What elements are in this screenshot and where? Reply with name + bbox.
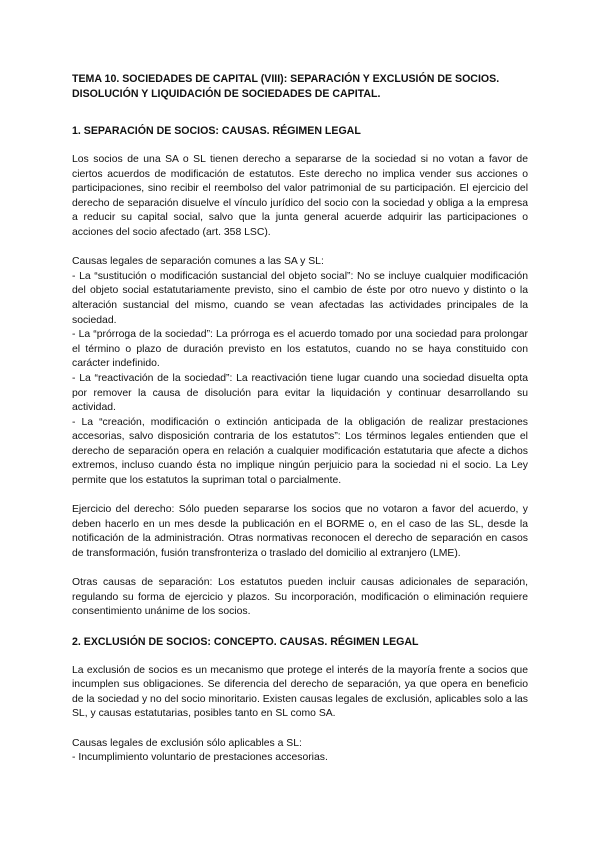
list-item: - La “prórroga de la sociedad”: La prórroga es el acuerdo tomado por una sociedad para prolongar el término o plazo de duración previsto en los estatutos, cuando no se haya constituido con carácter indefinido. <box>72 329 528 370</box>
list-item: - La “creación, modificación o extinción anticipada de la obligación de realizar prestaciones accesorias, salvo disposición contraria de los estatutos”: Los términos legales entienden que el derecho de separación opera en relación a cualquier modificación estatutaria que afecte a dichos extremos, incluso cuando ésta no implique ningún perjuicio para la sociedad ni el socio. La Ley permite que los estatutos la supriman total o parcialmente. <box>72 416 528 487</box>
document-title <box>72 72 528 102</box>
list-item: - Incumplimiento voluntario de prestaciones accesorias. <box>72 752 328 764</box>
list-item: - La “reactivación de la sociedad”: La reactivación tiene lugar cuando una sociedad disuelta opta por remover la causa de disolución para evitar la liquidación y continuar desarrollando su actividad. <box>72 372 528 414</box>
section-1-heading: 1. SEPARACIÓN DE SOCIOS: CAUSAS. RÉGIMEN LEGAL <box>72 125 361 137</box>
section-1-exercise-paragraph: Ejercicio del derecho: Sólo pueden separarse los socios que no votaron a favor del acuerdo, y deben hacerlo en un mes desde la publicación en el BORME o, en el caso de las SL, desde la notificación de la administración. Otras normativas reconocen el derecho de separación en casos de transformación, fusión transfronteriza o traslado del domicilio al extranjero (LME). <box>72 504 528 560</box>
title-line-2: DISOLUCIÓN Y LIQUIDACIÓN DE SOCIEDADES DE CAPITAL. <box>72 88 381 100</box>
list-item: - La “sustitución o modificación sustancial del objeto social”: No se incluye cualquier modificación del objeto social estatutariamente previsto, sino el cambio de éste por otro nuevo y distinto o la alteración sustancial del mismo, cuando se vean afectadas las actividades principales de la sociedad. <box>72 270 528 326</box>
section-1-other-causes-paragraph: Otras causas de separación: Los estatutos pueden incluir causas adicionales de separación, regulando su forma de ejercicio y plazos. Su incorporación, modificación o eliminación requiere consentimiento unánime de los socios. <box>72 577 528 618</box>
title-line-1: TEMA 10. SOCIEDADES DE CAPITAL (VIII): SEPARACIÓN Y EXCLUSIÓN DE SOCIOS. <box>72 73 500 85</box>
section-2-causes-lead: Causas legales de exclusión sólo aplicables a SL: <box>72 737 302 749</box>
section-2-causes-list <box>72 737 528 766</box>
section-1-causes-lead: Causas legales de separación comunes a las SA y SL: <box>72 256 324 268</box>
section-2-intro-paragraph: La exclusión de socios es un mecanismo que protege el interés de la mayoría frente a socios que incumplen sus obligaciones. Se diferencia del derecho de separación, ya que opera en beneficio de la sociedad y no del socio minoritario. Existen causas legales de exclusión, aplicables solo a las SL, y causas estatutarias, posibles tanto en SL como SA. <box>72 664 528 720</box>
section-1-intro-paragraph: Los socios de una SA o SL tienen derecho a separarse de la sociedad si no votan a favor de ciertos acuerdos de modificación de estatutos. Este derecho no implica vender sus acciones o participaciones, sino recibir el reembolso del valor patrimonial de su participación. El ejercicio del derecho de separación disuelve el vínculo jurídico del socio con la sociedad y obliga a la empresa a reducir su capital social, salvo que la junta general acuerde adquirir las participaciones o acciones del socio afectado (art. 358 LSC). <box>72 154 528 238</box>
section-1-causes-list <box>72 255 528 489</box>
section-2-heading: 2. EXCLUSIÓN DE SOCIOS: CONCEPTO. CAUSAS. RÉGIMEN LEGAL <box>72 635 419 648</box>
